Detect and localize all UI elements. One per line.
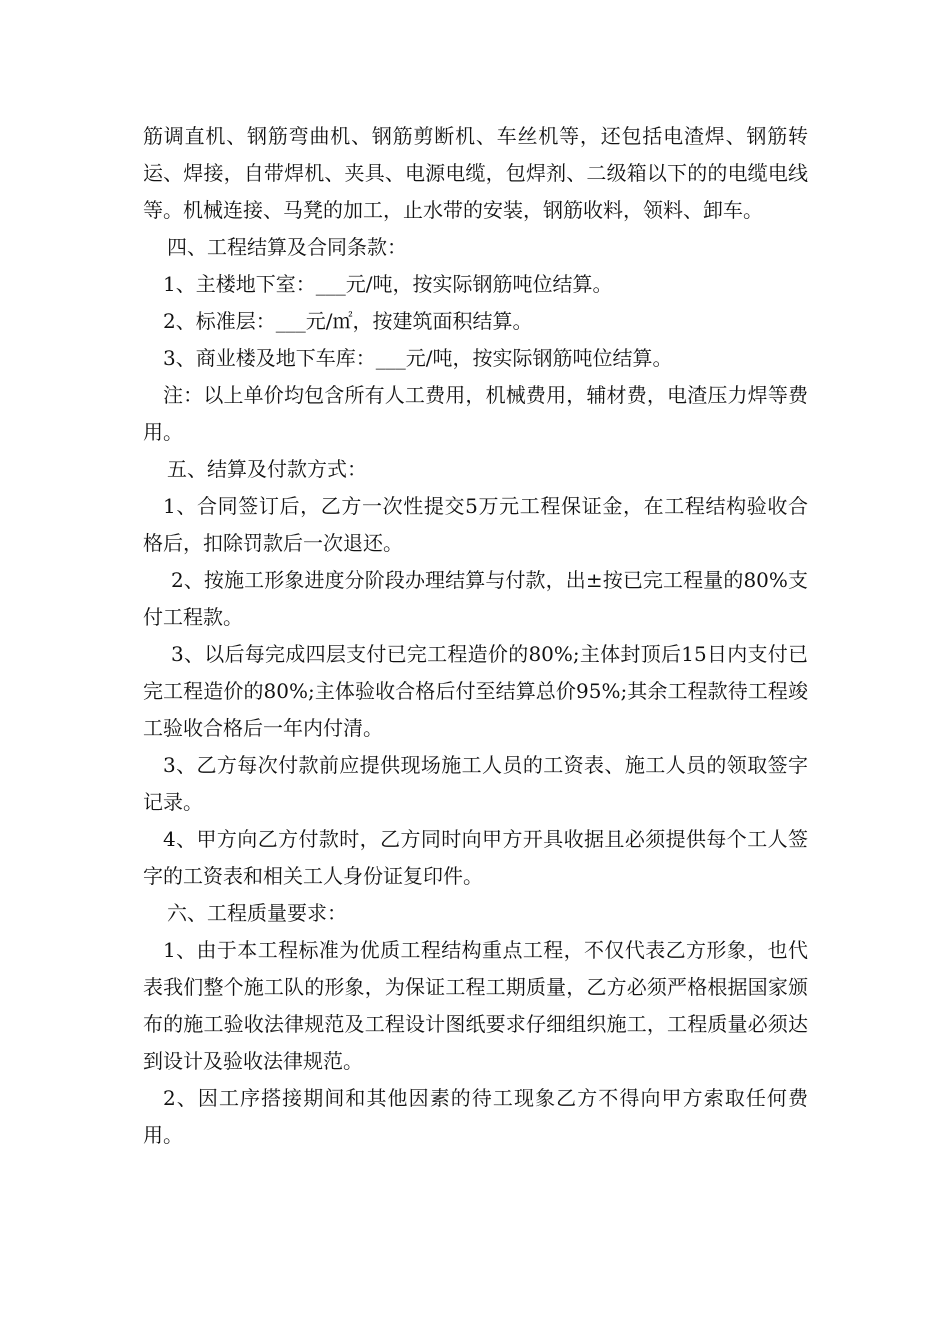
clause-4-2: 2、标准层：___元/㎡，按建筑面积结算。 — [163, 309, 533, 333]
clause-4-1: 1、主楼地下室：___元/吨，按实际钢筋吨位结算。 — [163, 272, 613, 296]
clause-5-2: 2、按施工形象进度分阶段办理结算与付款，出±按已完工程量的80%支付工程款。 — [143, 568, 808, 629]
document-body — [143, 118, 808, 1154]
clause-6-2: 2、因工序搭接期间和其他因素的待工现象乙方不得向甲方索取任何费用。 — [143, 1086, 808, 1147]
clause-4-3: 3、商业楼及地下车库：___元/吨，按实际钢筋吨位结算。 — [163, 346, 673, 370]
clause-5-1: 1、合同签订后，乙方一次性提交5万元工程保证金，在工程结构验收合格后，扣除罚款后一次退还。 — [143, 494, 808, 555]
clause-6-1: 1、由于本工程标准为优质工程结构重点工程，不仅代表乙方形象，也代表我们整个施工队的形象，为保证工程工期质量，乙方必须严格根据国家颁布的施工验收法律规范及工程设计图纸要求仔细组织施工，工程质量必须达到设计及验收法律规范。 — [143, 938, 808, 1073]
heading-section-6: 六、工程质量要求： — [167, 901, 347, 925]
heading-section-4: 四、工程结算及合同条款： — [167, 235, 407, 259]
note-paragraph: 注：以上单价均包含所有人工费用，机械费用，辅材费，电渣压力焊等费用。 — [143, 383, 808, 444]
clause-5-3b: 3、乙方每次付款前应提供现场施工人员的工资表、施工人员的领取签字记录。 — [143, 753, 808, 814]
clause-5-3: 3、以后每完成四层支付已完工程造价的80%;主体封顶后15日内支付已完工程造价的80%;主体验收合格后付至结算总价95%;其余工程款待工程竣工验收合格后一年内付清。 — [143, 642, 808, 740]
paragraph-equipment-scope: 筋调直机、钢筋弯曲机、钢筋剪断机、车丝机等，还包括电渣焊、钢筋转运、焊接，自带焊机、夹具、电源电缆，包焊剂、二级箱以下的的电缆电线等。机械连接、马凳的加工，止水带的安装，钢筋收料，领料、卸车。 — [143, 124, 808, 222]
heading-section-5: 五、结算及付款方式： — [167, 457, 367, 481]
clause-5-4: 4、甲方向乙方付款时，乙方同时向甲方开具收据且必须提供每个工人签字的工资表和相关工人身份证复印件。 — [143, 827, 808, 888]
